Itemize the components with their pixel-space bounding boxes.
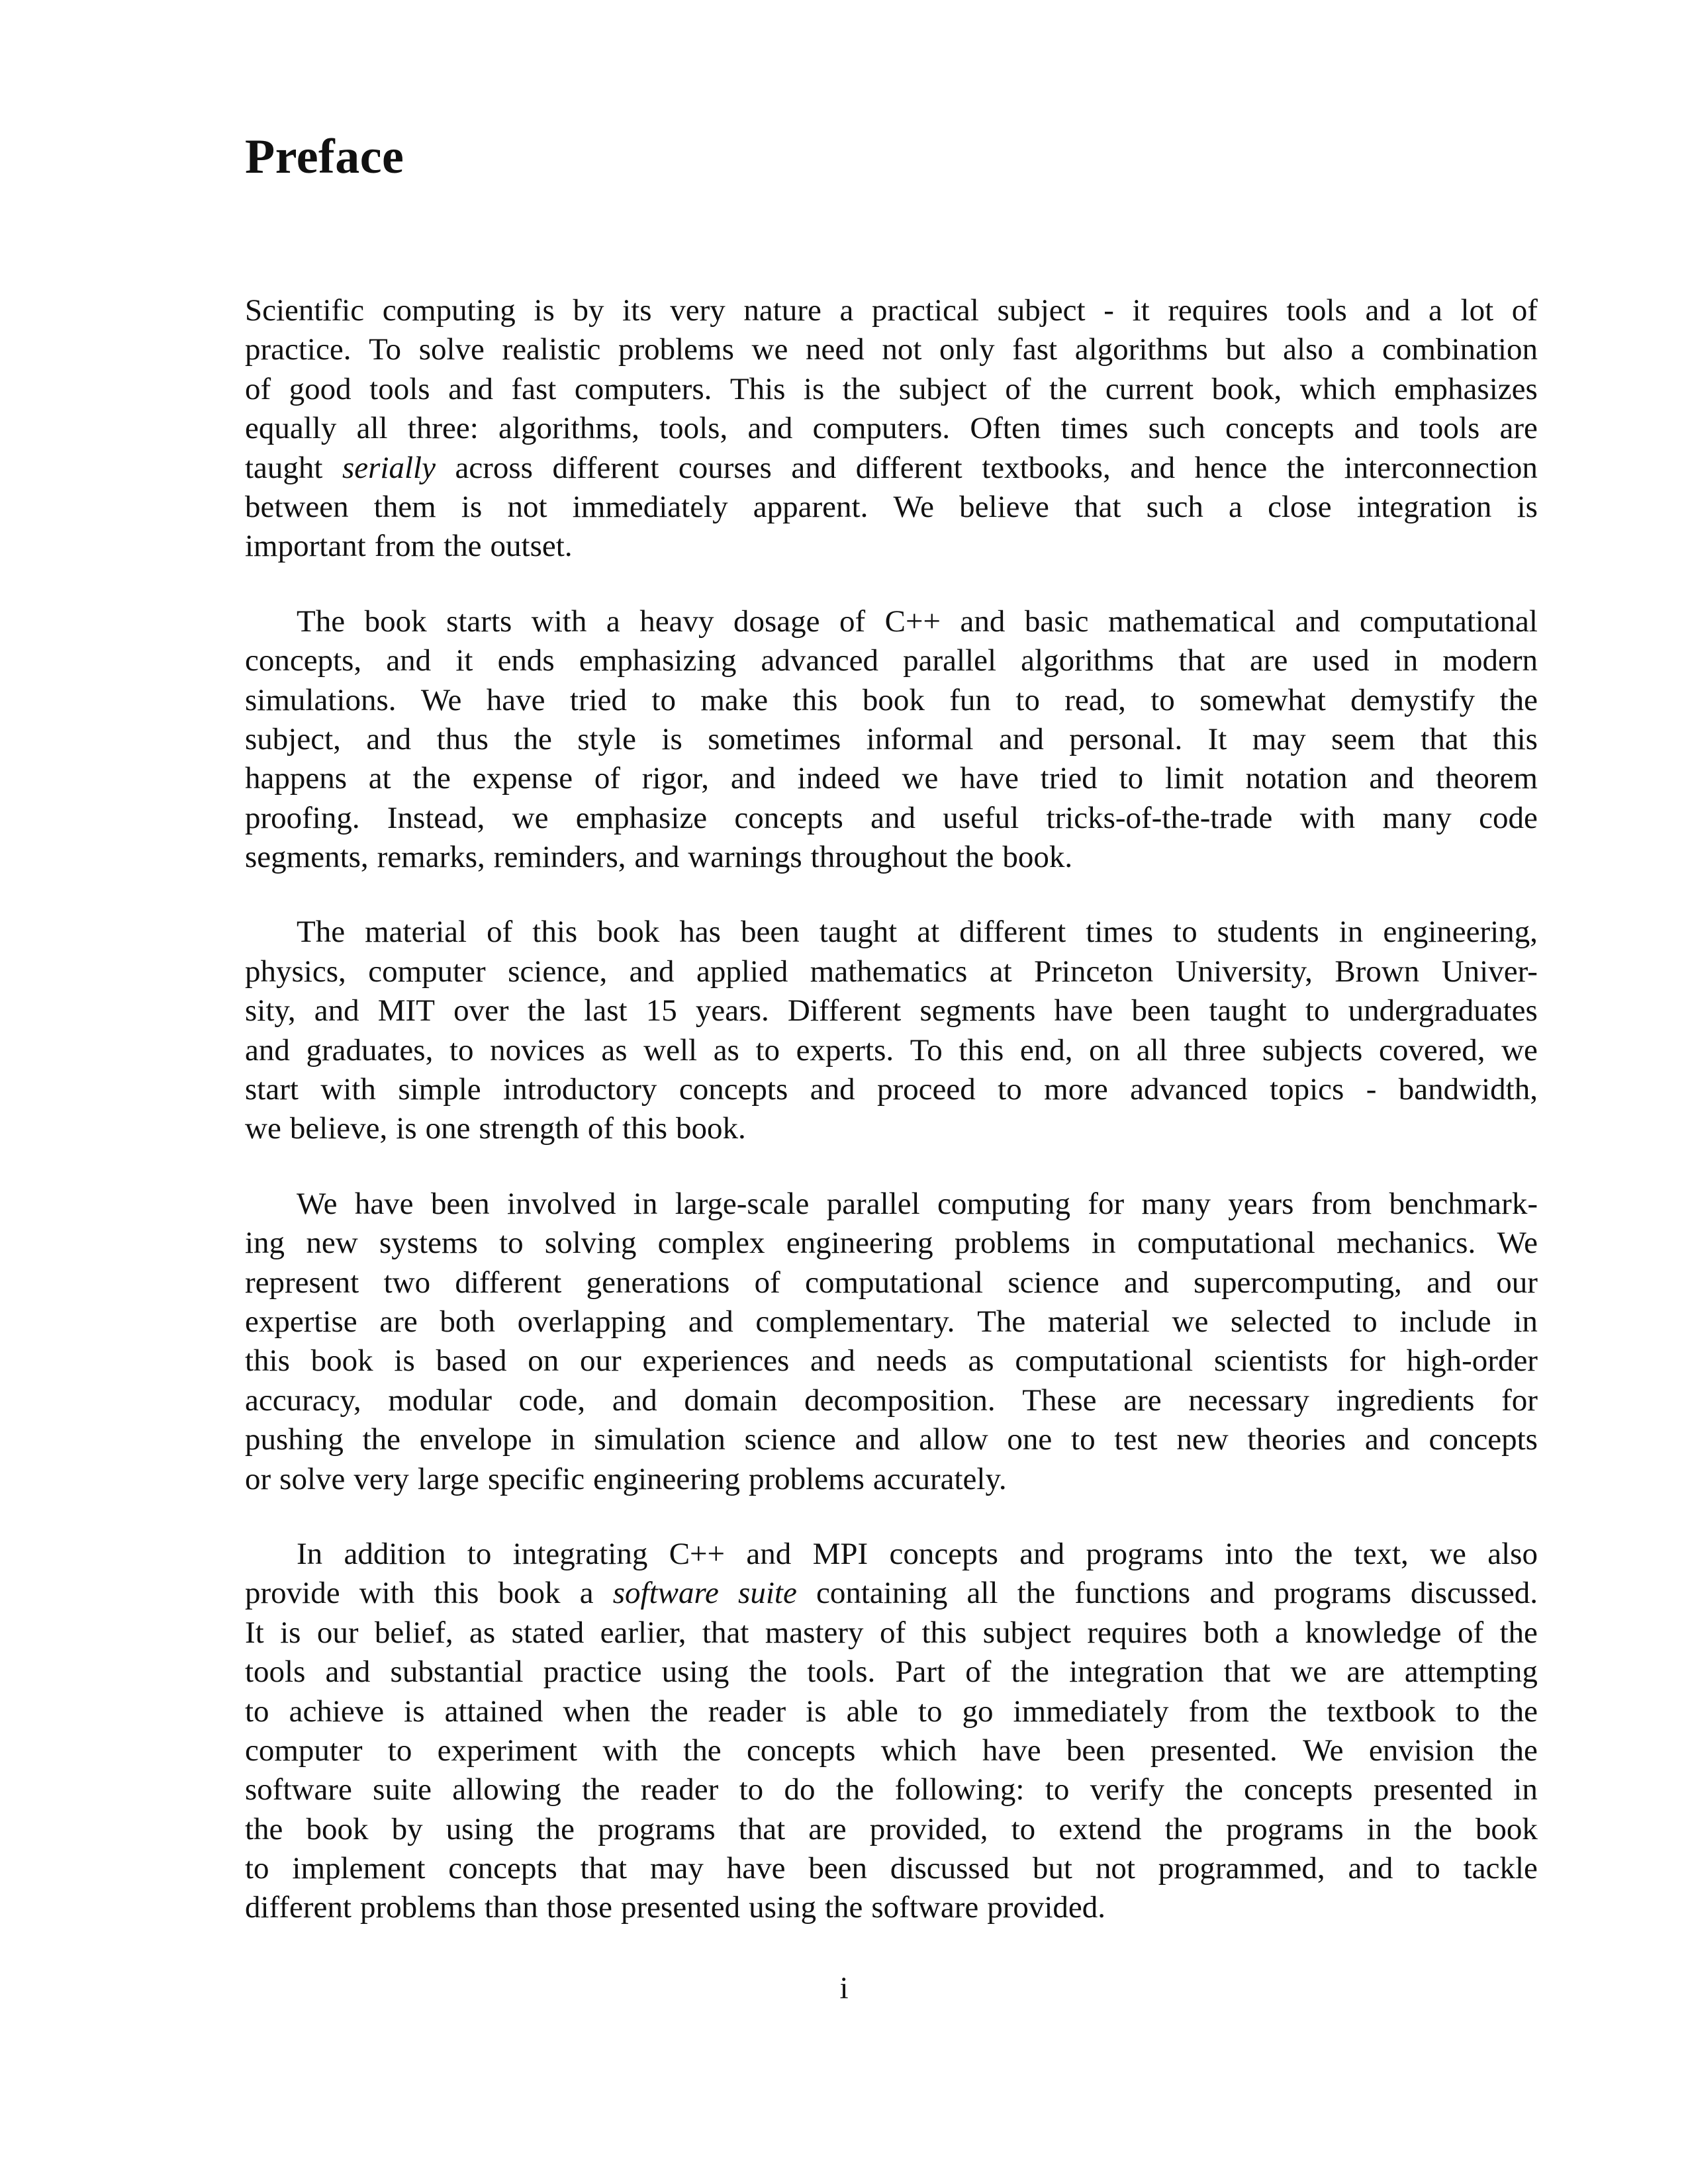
preface-body (245, 291, 1538, 1964)
text-line: equally all three: algorithms, tools, and computers. Often times such concepts and tools are (245, 411, 1538, 446)
text-line: simulations. We have tried to make this book fun to read, to somewhat demystify the (245, 682, 1538, 717)
text-line: of good tools and fast computers. This is the subject of the current book, which emphasizes (245, 371, 1538, 406)
text-line: pushing the envelope in simulation science and allow one to test new theories and concepts (245, 1422, 1538, 1457)
text-line: proofing. Instead, we emphasize concepts and useful tricks-of-the-trade with many code (245, 800, 1538, 835)
page-title: Preface (245, 130, 404, 184)
text-line: taught serially across different courses and different textbooks, and hence the interconnection (245, 450, 1538, 485)
text-line: subject, and thus the style is sometimes informal and personal. It may seem that this (245, 721, 1538, 756)
paragraph (245, 1535, 1538, 1928)
text-line: The material of this book has been taught at different times to students in engineering, (297, 915, 1538, 950)
text-line: to implement concepts that may have been discussed but not programmed, and to tackle (245, 1851, 1538, 1886)
text-line: or solve very large specific engineering problems accurately. (245, 1461, 1007, 1496)
text-line: software suite allowing the reader to do the following: to verify the concepts presented in (245, 1772, 1538, 1807)
text-line: between them is not immediately apparent. We believe that such a close integration is (245, 489, 1538, 524)
text-line: We have been involved in large-scale parallel computing for many years from benchmark- (297, 1186, 1538, 1221)
text-line: to achieve is attained when the reader is able to go immediately from the textbook to the (245, 1694, 1538, 1729)
text-line: represent two different generations of computational science and supercomputing, and our (245, 1265, 1538, 1300)
text-line: this book is based on our experiences and needs as computational scientists for high-order (245, 1343, 1538, 1379)
text-line: It is our belief, as stated earlier, that mastery of this subject requires both a knowledge of the (245, 1615, 1538, 1650)
text-line: different problems than those presented using the software provided. (245, 1890, 1106, 1925)
text-line: important from the outset. (245, 529, 573, 564)
text-line: provide with this book a software suite containing all the functions and programs discussed. (245, 1576, 1538, 1611)
text-line: expertise are both overlapping and complementary. The material we selected to include in (245, 1304, 1538, 1339)
text-line: and graduates, to novices as well as to experts. To this end, on all three subjects covered, we (245, 1032, 1538, 1068)
text-line: segments, remarks, reminders, and warnings throughout the book. (245, 840, 1073, 875)
text-line: concepts, and it ends emphasizing advanced parallel algorithms that are used in modern (245, 643, 1538, 678)
text-line: physics, computer science, and applied mathematics at Princeton University, Brown Univer- (245, 954, 1538, 989)
text-line: accuracy, modular code, and domain decomposition. These are necessary ingredients for (245, 1383, 1538, 1418)
text-line: computer to experiment with the concepts which have been presented. We envision the (245, 1733, 1538, 1768)
text-line: the book by using the programs that are provided, to extend the programs in the book (245, 1811, 1538, 1846)
text-line: ing new systems to solving complex engineering problems in computational mechanics. We (245, 1226, 1538, 1261)
page-number: i (839, 1971, 849, 2005)
paragraph (245, 1185, 1538, 1499)
text-line: Scientific computing is by its very nature a practical subject - it requires tools and a lot of (245, 293, 1538, 328)
text-line: sity, and MIT over the last 15 years. Different segments have been taught to undergraduates (245, 993, 1538, 1028)
text-line: happens at the expense of rigor, and indeed we have tried to limit notation and theorem (245, 761, 1538, 796)
text-line: we believe, is one strength of this book. (245, 1111, 746, 1146)
text-line: tools and substantial practice using the tools. Part of the integration that we are attempting (245, 1655, 1538, 1690)
paragraph (245, 291, 1538, 567)
text-line: practice. To solve realistic problems we need not only fast algorithms but also a combination (245, 332, 1538, 367)
paragraph (245, 602, 1538, 878)
paragraph (245, 913, 1538, 1148)
text-line: The book starts with a heavy dosage of C++ and basic mathematical and computational (297, 604, 1538, 639)
text-line: In addition to integrating C++ and MPI concepts and programs into the text, we also (297, 1536, 1538, 1571)
text-line: start with simple introductory concepts and proceed to more advanced topics - bandwidth, (245, 1072, 1538, 1107)
